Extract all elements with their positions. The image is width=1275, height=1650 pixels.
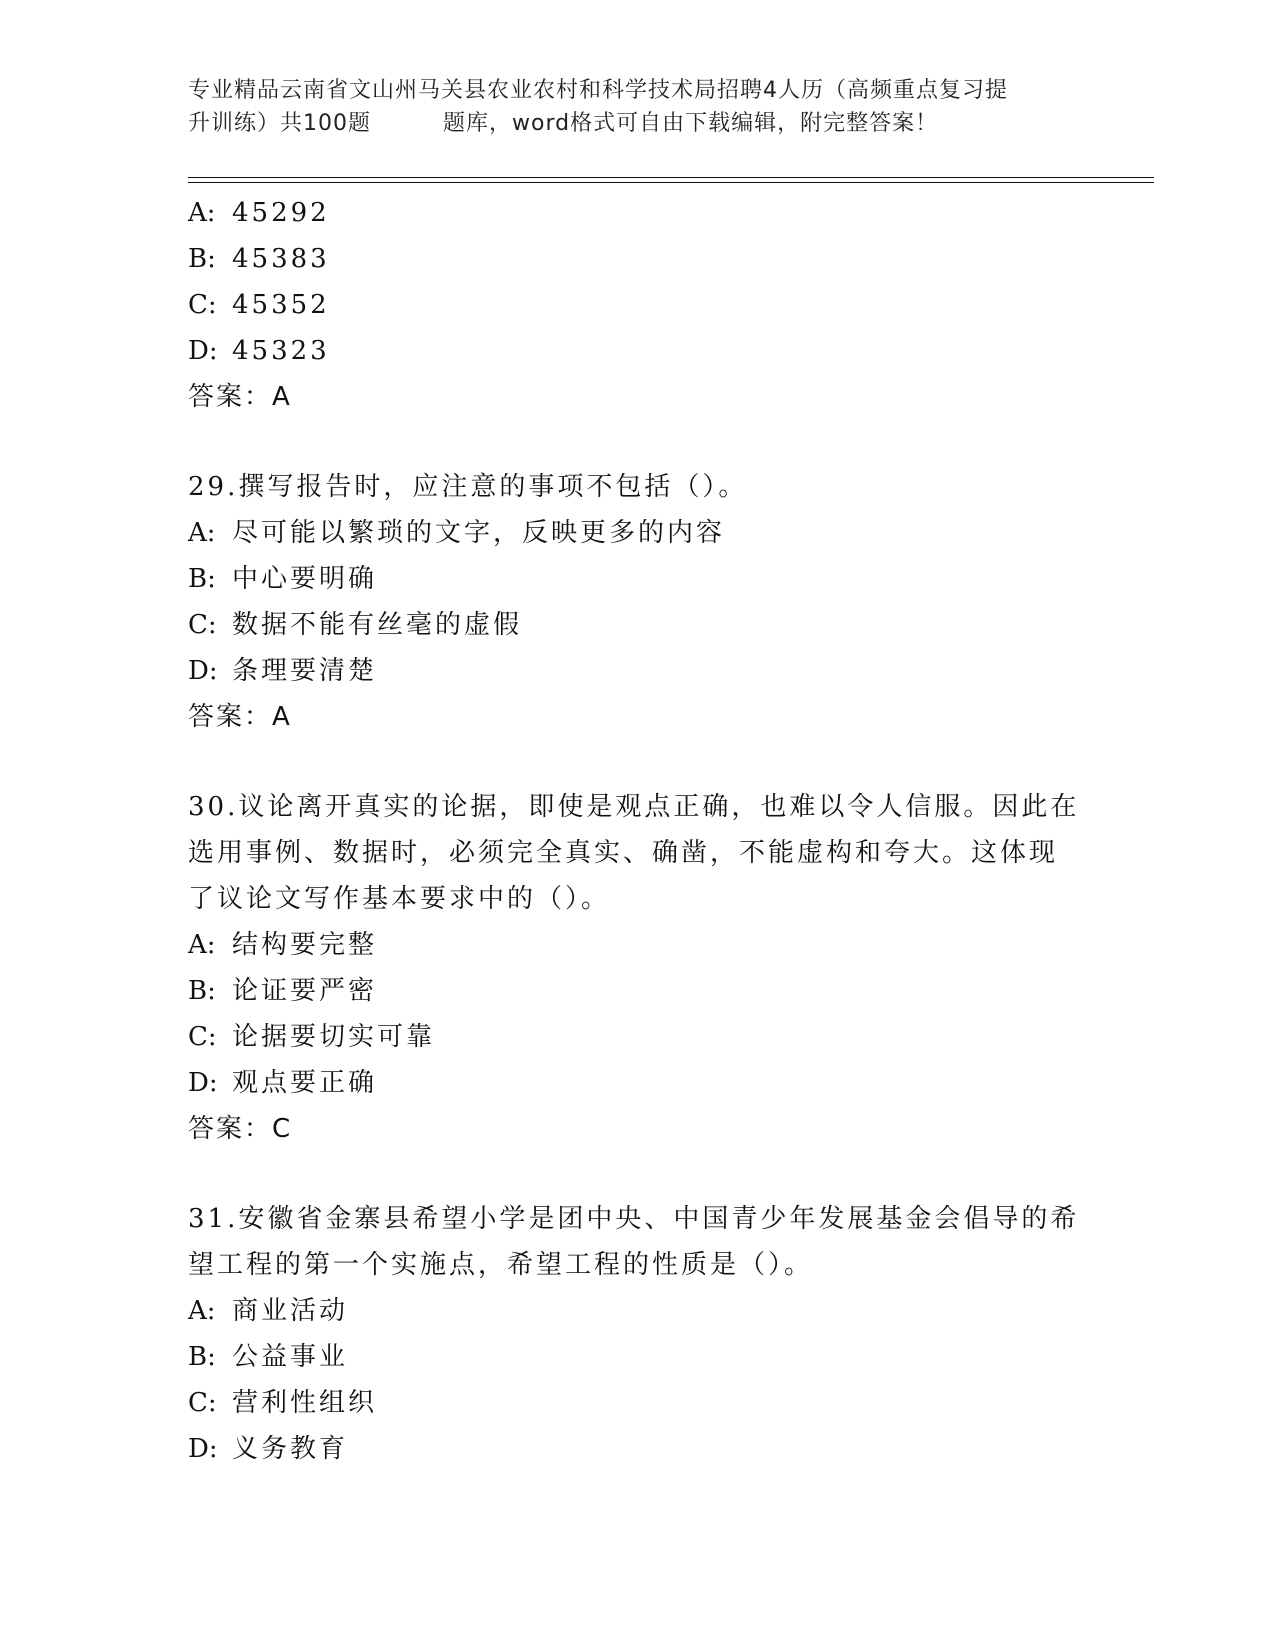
option-b bbox=[188, 1334, 1088, 1380]
option-b bbox=[188, 968, 1088, 1014]
option-b bbox=[188, 236, 1088, 282]
option-d bbox=[188, 648, 1088, 694]
option-key: C: bbox=[188, 1022, 217, 1052]
option-text: 论据要切实可靠 bbox=[232, 1022, 436, 1052]
option-a bbox=[188, 1288, 1088, 1334]
option-a bbox=[188, 190, 1088, 236]
option-key: A: bbox=[188, 198, 216, 228]
option-c bbox=[188, 1014, 1088, 1060]
answer-value: C bbox=[272, 1114, 293, 1144]
header-divider-top bbox=[188, 177, 1154, 178]
option-text: 营利性组织 bbox=[232, 1388, 378, 1418]
option-key: D: bbox=[188, 1434, 218, 1464]
option-text: 论证要严密 bbox=[232, 976, 378, 1006]
question-31 bbox=[188, 1196, 1088, 1472]
option-key: A: bbox=[188, 518, 216, 548]
answer-line bbox=[188, 374, 1088, 420]
option-text: 公益事业 bbox=[232, 1342, 349, 1372]
option-text: 数据不能有丝毫的虚假 bbox=[232, 610, 523, 640]
option-text: 45292 bbox=[232, 198, 330, 228]
answer-value: A bbox=[272, 702, 292, 732]
header-title-part-b: 题库，word格式可自由下载编辑，附完整答案！ bbox=[443, 111, 939, 136]
option-text: 商业活动 bbox=[232, 1296, 349, 1326]
option-d bbox=[188, 328, 1088, 374]
answer-line bbox=[188, 694, 1088, 740]
option-key: D: bbox=[188, 656, 218, 686]
header-title-line-2 bbox=[188, 107, 1088, 140]
answer-value: A bbox=[272, 382, 292, 412]
option-text: 结构要完整 bbox=[232, 930, 378, 960]
option-c bbox=[188, 282, 1088, 328]
option-text: 义务教育 bbox=[232, 1434, 349, 1464]
option-key: A: bbox=[188, 930, 216, 960]
option-key: B: bbox=[188, 244, 216, 274]
option-a bbox=[188, 510, 1088, 556]
question-text: 30.议论离开真实的论据，即使是观点正确，也难以令人信服。因此在 bbox=[188, 792, 1080, 822]
document-body bbox=[188, 190, 1088, 1472]
option-key: B: bbox=[188, 564, 216, 594]
option-key: D: bbox=[188, 1068, 218, 1098]
answer-label: 答案： bbox=[188, 702, 273, 732]
option-a bbox=[188, 922, 1088, 968]
option-text: 尽可能以繁琐的文字，反映更多的内容 bbox=[232, 518, 726, 548]
question-text: 31.安徽省金寨县希望小学是团中央、中国青少年发展基金会倡导的希 bbox=[188, 1204, 1080, 1234]
option-d bbox=[188, 1060, 1088, 1106]
option-key: C: bbox=[188, 610, 217, 640]
question-text: 了议论文写作基本要求中的（）。 bbox=[188, 884, 611, 914]
header-title-part-a: 升训练）共100题 bbox=[188, 111, 371, 136]
option-text: 中心要明确 bbox=[232, 564, 378, 594]
answer-line bbox=[188, 1106, 1088, 1152]
question-text: 选用事例、数据时，必须完全真实、确凿，不能虚构和夸大。这体现 bbox=[188, 838, 1059, 868]
option-key: D: bbox=[188, 336, 218, 366]
option-c bbox=[188, 1380, 1088, 1426]
header-title-line-1: 专业精品云南省文山州马关县农业农村和科学技术局招聘4人历（高频重点复习提 bbox=[188, 78, 1008, 103]
question-text: 望工程的第一个实施点，希望工程的性质是（）。 bbox=[188, 1250, 814, 1280]
option-text: 45323 bbox=[232, 336, 330, 366]
option-b bbox=[188, 556, 1088, 602]
question-30 bbox=[188, 784, 1088, 1152]
answer-label: 答案： bbox=[188, 1114, 273, 1144]
document-header bbox=[188, 74, 1088, 140]
answer-label: 答案： bbox=[188, 382, 273, 412]
question-text: 29.撰写报告时，应注意的事项不包括（）。 bbox=[188, 472, 748, 502]
option-key: A: bbox=[188, 1296, 216, 1326]
option-key: C: bbox=[188, 290, 217, 320]
option-key: B: bbox=[188, 1342, 216, 1372]
option-d bbox=[188, 1426, 1088, 1472]
option-text: 45383 bbox=[232, 244, 330, 274]
option-key: B: bbox=[188, 976, 216, 1006]
option-c bbox=[188, 602, 1088, 648]
question-28 bbox=[188, 190, 1088, 420]
option-text: 条理要清楚 bbox=[232, 656, 378, 686]
header-divider-bottom bbox=[188, 182, 1154, 183]
option-text: 45352 bbox=[232, 290, 330, 320]
option-key: C: bbox=[188, 1388, 217, 1418]
option-text: 观点要正确 bbox=[232, 1068, 378, 1098]
question-29 bbox=[188, 464, 1088, 740]
